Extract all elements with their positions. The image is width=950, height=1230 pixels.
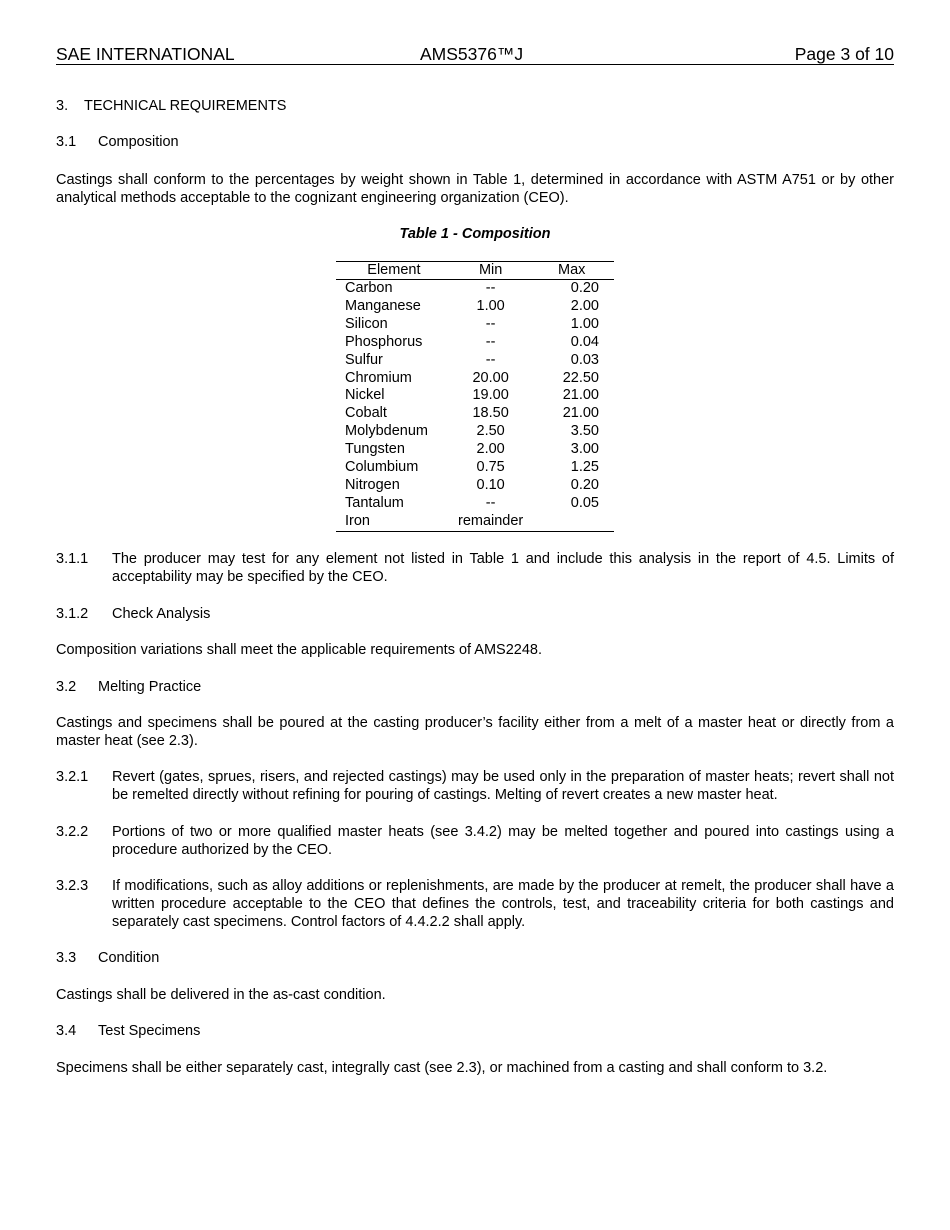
max-cell: 3.50 <box>570 423 599 440</box>
section-number: 3.2.2 <box>56 824 89 840</box>
table-row <box>336 495 614 513</box>
table-row <box>336 370 614 388</box>
section-title: Condition <box>98 950 160 966</box>
section-number: 3.1.1 <box>56 551 89 567</box>
element-cell: Sulfur <box>345 351 383 368</box>
section-3-4-heading <box>56 1022 894 1040</box>
max-cell: 1.25 <box>570 459 599 476</box>
table-row <box>336 405 614 423</box>
section-number: 3.3 <box>56 950 77 966</box>
section-text: If modifications, such as alloy additions or replenishments, are made by the producer at remelt, the producer shall have a written procedure acceptable to the CEO that defines the controls, test, and traceability criteria for both castings and separately cast specimens. Control factors of 4.4.2.2 shall apply. <box>112 878 894 930</box>
min-cell: -- <box>485 315 496 332</box>
min-cell: -- <box>485 280 496 296</box>
section-3-2-1 <box>56 768 894 804</box>
element-cell: Carbon <box>345 280 393 296</box>
element-cell: Phosphorus <box>345 333 423 350</box>
header-doc-id: AMS5376™J <box>420 44 524 64</box>
section-title: TECHNICAL REQUIREMENTS <box>84 98 287 114</box>
section-3-4-body: Specimens shall be either separately cast, integrally cast (see 2.3), or machined from a casting and shall conform to 3.2. <box>56 1060 828 1076</box>
table-row <box>336 352 614 370</box>
table-header-row <box>336 262 614 280</box>
table-row <box>336 387 614 405</box>
section-3-2-2 <box>56 823 894 859</box>
table-1-title: Table 1 - Composition <box>399 226 551 242</box>
table-row <box>336 477 614 495</box>
table-row <box>336 334 614 352</box>
header-page-number: Page 3 of 10 <box>794 44 894 64</box>
element-cell: Iron <box>336 513 452 531</box>
min-cell: 0.75 <box>476 459 505 476</box>
section-number: 3.1 <box>56 134 77 150</box>
max-cell: 0.20 <box>570 280 599 296</box>
element-cell: Silicon <box>345 315 388 332</box>
min-cell: 0.10 <box>476 476 505 493</box>
max-cell: 0.04 <box>570 333 599 350</box>
section-number: 3.2.1 <box>56 769 89 785</box>
section-3-1-2-body: Composition variations shall meet the applicable requirements of AMS2248. <box>56 642 543 658</box>
table-row <box>336 513 614 531</box>
min-cell: -- <box>485 494 496 511</box>
section-3-2-body: Castings and specimens shall be poured at the casting producer’s facility either from a melt of a master heat or directly from a master heat (see 2.3). <box>56 715 894 749</box>
element-cell: Manganese <box>345 297 421 314</box>
table-row <box>336 441 614 459</box>
section-text: The producer may test for any element not listed in Table 1 and include this analysis in the report of 4.5. Limits of acceptability may be specified by the CEO. <box>112 551 894 585</box>
element-cell: Tungsten <box>345 441 405 458</box>
element-cell: Molybdenum <box>345 423 429 440</box>
max-cell: 2.00 <box>570 297 599 314</box>
section-3-2-3 <box>56 877 894 931</box>
section-number: 3. <box>56 98 69 114</box>
min-cell: 18.50 <box>472 405 509 422</box>
element-cell: Cobalt <box>345 405 387 422</box>
table-row <box>336 459 614 477</box>
element-cell: Tantalum <box>345 494 404 511</box>
min-cell: 2.50 <box>476 423 505 440</box>
element-cell: Columbium <box>345 459 419 476</box>
section-3-1-1 <box>56 550 894 586</box>
min-cell: remainder <box>452 513 530 531</box>
max-cell: 0.05 <box>570 494 599 511</box>
section-3-3-heading <box>56 949 894 967</box>
page-header <box>56 44 894 65</box>
table-row <box>336 423 614 441</box>
section-number: 3.2 <box>56 679 77 695</box>
section-number: 3.4 <box>56 1023 77 1039</box>
element-cell: Nickel <box>345 387 385 404</box>
element-cell: Nitrogen <box>345 476 400 493</box>
max-cell: 3.00 <box>570 441 599 458</box>
min-cell: -- <box>485 333 496 350</box>
max-cell: 22.50 <box>562 369 599 386</box>
element-cell: Chromium <box>345 369 412 386</box>
section-3-3-body: Castings shall be delivered in the as-cast condition. <box>56 987 386 1003</box>
column-header: Element <box>336 262 452 280</box>
section-text: Revert (gates, sprues, risers, and rejected castings) may be used only in the preparation of master heats; revert shall not be remelted directly without refining for pouring of castings. Melting of revert creates a new master heat. <box>112 769 894 803</box>
section-text: Portions of two or more qualified master heats (see 3.4.2) may be melted together and poured into castings using a procedure authorized by the CEO. <box>112 824 894 858</box>
section-title: Test Specimens <box>98 1023 201 1039</box>
section-number: 3.1.2 <box>56 606 89 622</box>
header-org: SAE INTERNATIONAL <box>56 44 235 64</box>
document-page <box>56 0 894 1230</box>
section-title: Composition <box>98 134 179 150</box>
section-title: Check Analysis <box>112 606 211 622</box>
section-3-2-heading <box>56 678 894 696</box>
section-number: 3.2.3 <box>56 878 89 894</box>
min-cell: 1.00 <box>476 297 505 314</box>
section-3-1-heading <box>56 133 894 151</box>
max-cell: 0.03 <box>570 351 599 368</box>
min-cell: -- <box>485 351 496 368</box>
column-header: Max <box>529 262 614 280</box>
section-3-1-2-heading <box>56 605 894 623</box>
table-row <box>336 316 614 334</box>
section-3-heading <box>56 97 894 115</box>
table-row <box>336 280 614 298</box>
table-row <box>336 298 614 316</box>
min-cell: 2.00 <box>476 441 505 458</box>
min-cell: 19.00 <box>472 387 509 404</box>
max-cell <box>529 513 614 531</box>
max-cell: 0.20 <box>570 476 599 493</box>
min-cell: 20.00 <box>472 369 509 386</box>
max-cell: 21.00 <box>562 387 599 404</box>
section-3-1-body: Castings shall conform to the percentages by weight shown in Table 1, determined in accordance with ASTM A751 or by other analytical methods acceptable to the cognizant engineering organization (CEO). <box>56 172 894 206</box>
max-cell: 1.00 <box>570 315 599 332</box>
max-cell: 21.00 <box>562 405 599 422</box>
section-title: Melting Practice <box>98 679 202 695</box>
column-header: Min <box>452 262 530 280</box>
composition-table <box>336 261 614 532</box>
